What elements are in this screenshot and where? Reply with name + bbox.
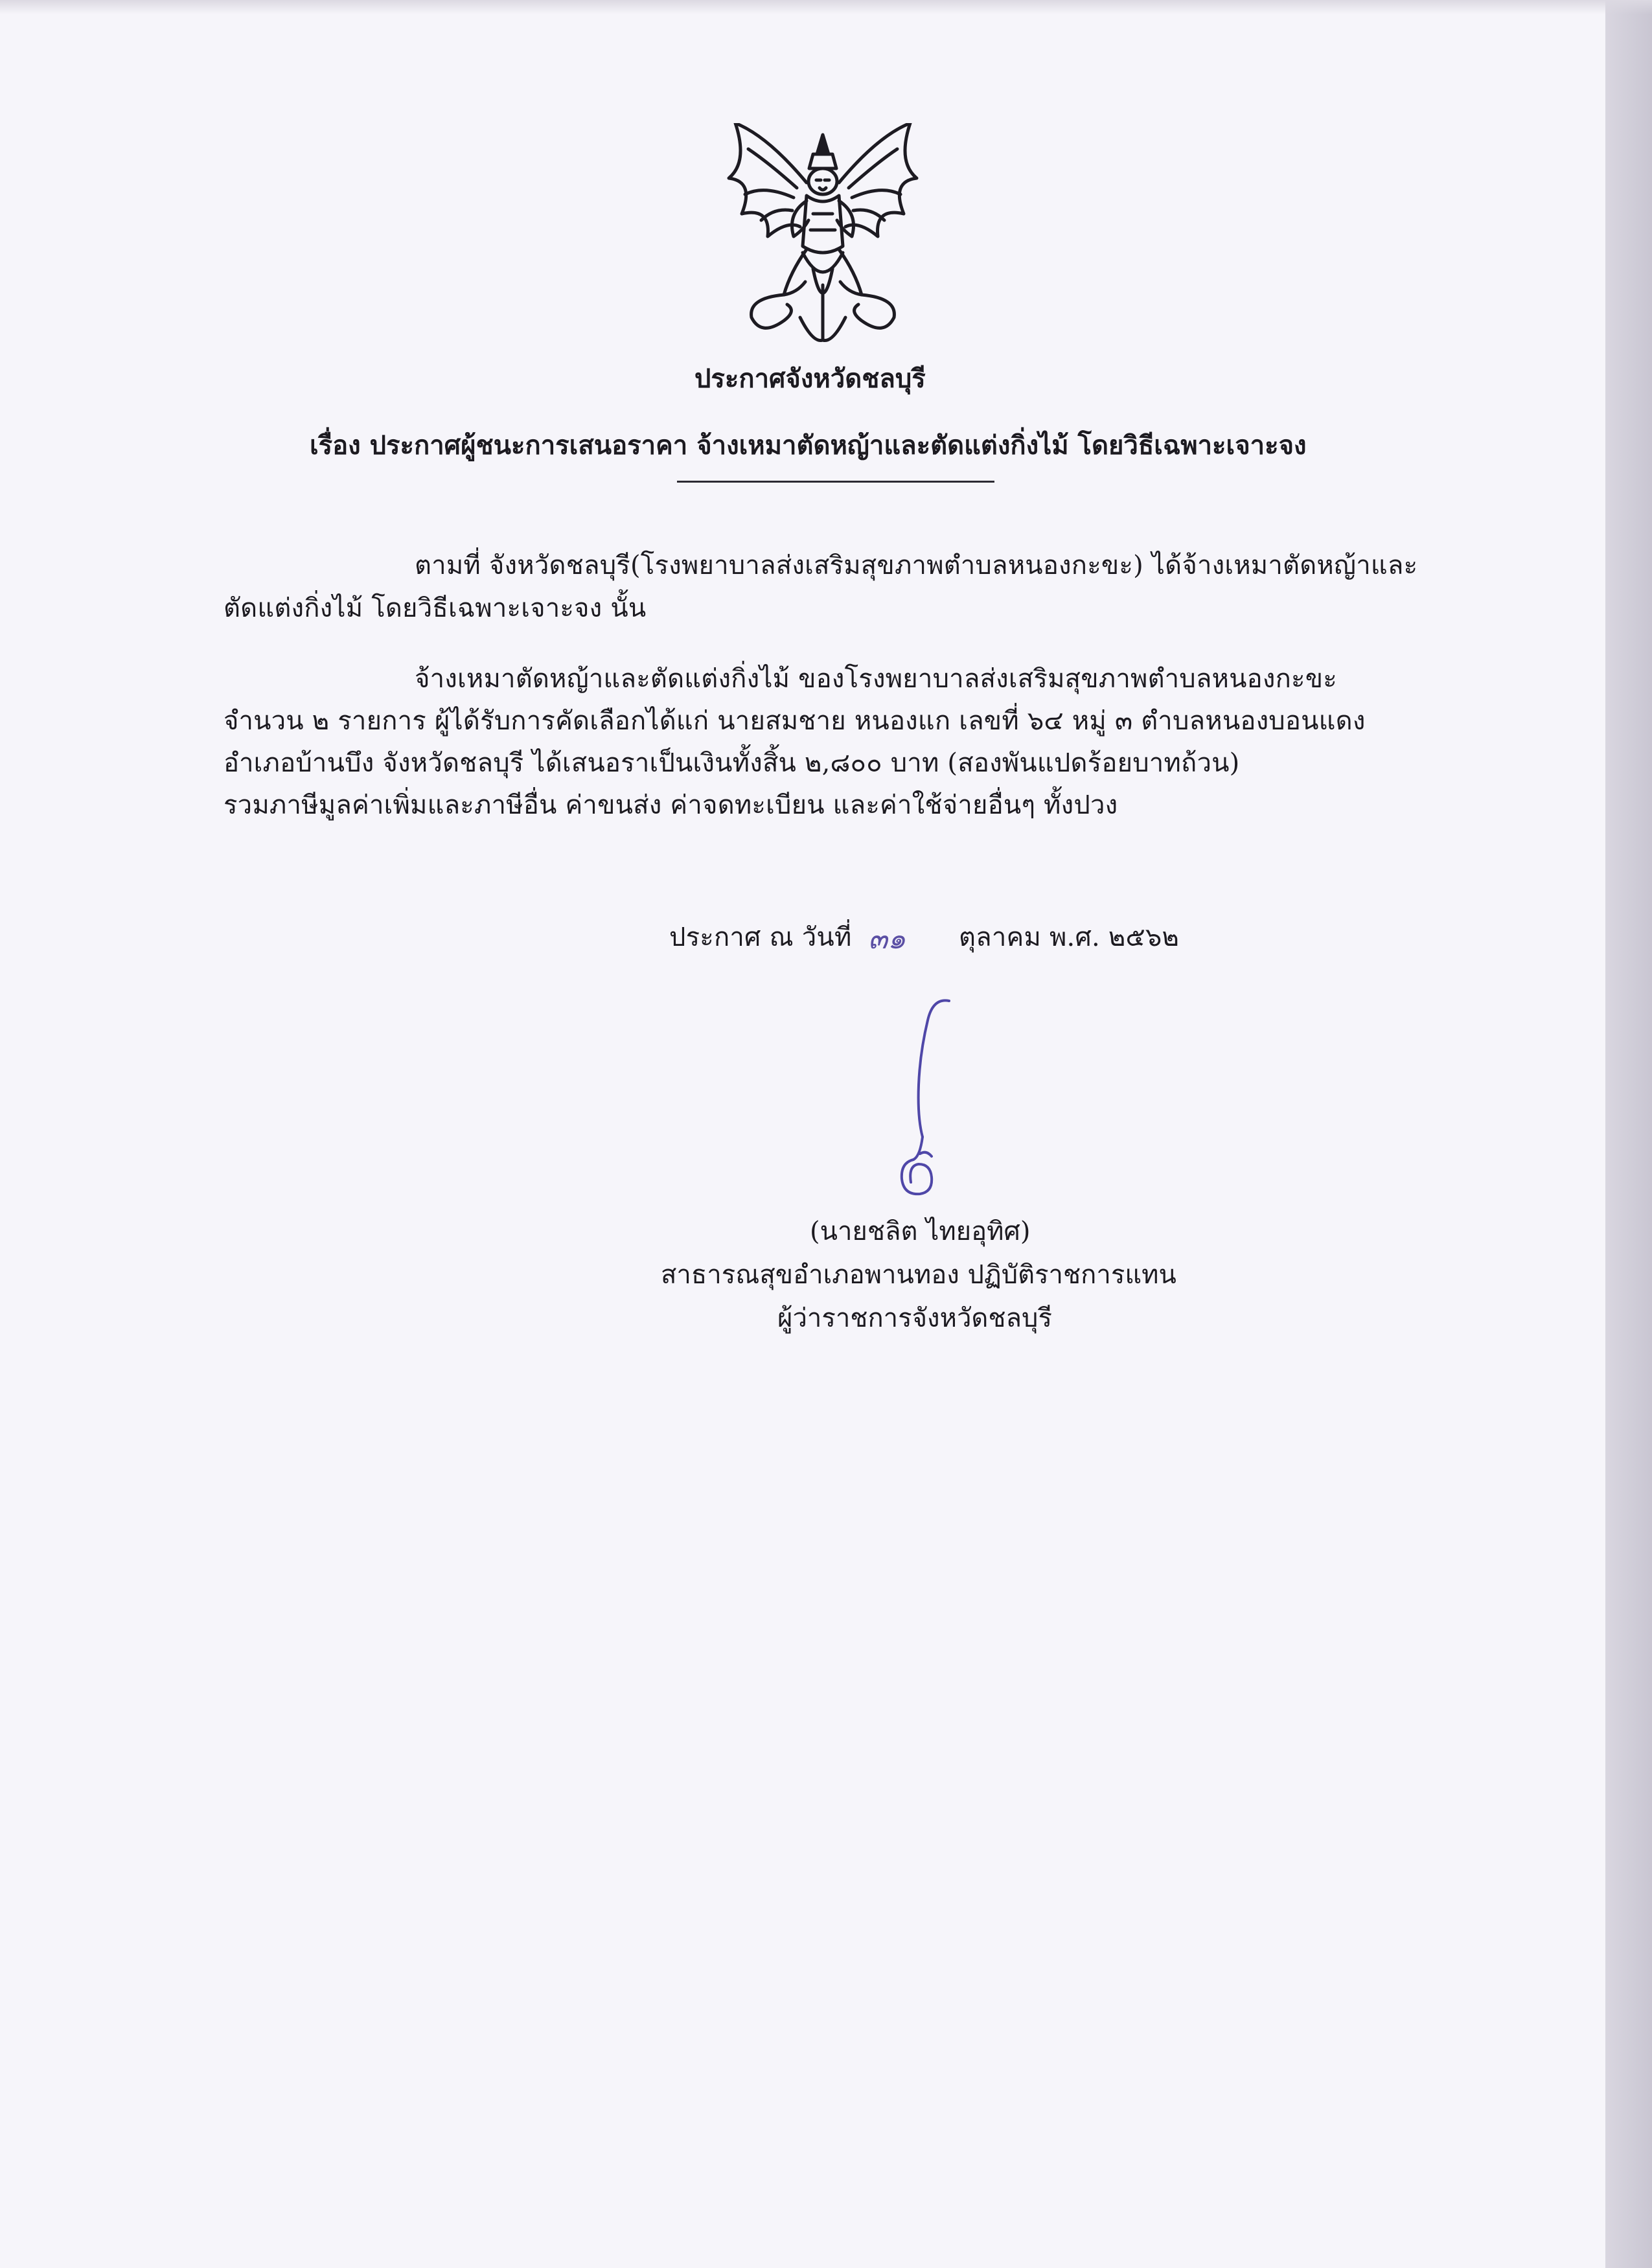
paragraph2-line3: อำเภอบ้านบึง จังหวัดชลบุรี ได้เสนอราเป็นเงินทั้งสิ้น ๒,๘๐๐ บาท (สองพันแปดร้อยบาทถ้วน)	[224, 748, 1240, 778]
paragraph2-line2: จำนวน ๒ รายการ ผู้ได้รับการคัดเลือกได้แก่ นายสมชาย หนองแก เลขที่ ๖๔ หมู่ ๓ ตำบลหนองบอนแดง	[224, 706, 1366, 736]
signer-title: สาธารณสุขอำเภอพานทอง ปฏิบัติราชการแทน	[661, 1260, 1176, 1290]
scan-top-shadow	[0, 0, 1652, 14]
signer-office: ผู้ว่าราชการจังหวัดชลบุรี	[777, 1303, 1052, 1333]
paragraph1-line2: ตัดแต่งกิ่งไม้ โดยวิธีเฉพาะเจาะจง นั้น	[224, 593, 647, 623]
date-suffix: ตุลาคม พ.ศ. ๒๕๖๒	[959, 922, 1180, 952]
title-divider	[677, 481, 994, 483]
signer-name: (นายชลิต ไทยอุทิศ)	[810, 1217, 1031, 1246]
date-prefix: ประกาศ ณ วันที่	[669, 922, 852, 952]
announcement-subject: เรื่อง ประกาศผู้ชนะการเสนอราคา จ้างเหมาตัดหญ้าและตัดแต่งกิ่งไม้ โดยวิธีเฉพาะเจาะจง	[310, 430, 1307, 461]
paragraph2-line4: รวมภาษีมูลค่าเพิ่มและภาษีอื่น ค่าขนส่ง ค่าจดทะเบียน และค่าใช้จ่ายอื่นๆ ทั้งปวง	[224, 790, 1118, 820]
date-day-handwritten: ๓๑	[868, 922, 906, 956]
announcement-heading: ประกาศจังหวัดชลบุรี	[694, 363, 926, 394]
handwritten-signature	[855, 994, 959, 1215]
scan-edge	[1605, 0, 1652, 2268]
paragraph1-line1: ตามที่ จังหวัดชลบุรี(โรงพยาบาลส่งเสริมสุขภาพตำบลหนองกะขะ) ได้จ้างเหมาตัดหญ้าและ	[415, 551, 1418, 580]
paragraph2-line1: จ้างเหมาตัดหญ้าและตัดแต่งกิ่งไม้ ของโรงพยาบาลส่งเสริมสุขภาพตำบลหนองกะขะ	[415, 664, 1337, 694]
garuda-emblem-icon	[722, 123, 923, 350]
